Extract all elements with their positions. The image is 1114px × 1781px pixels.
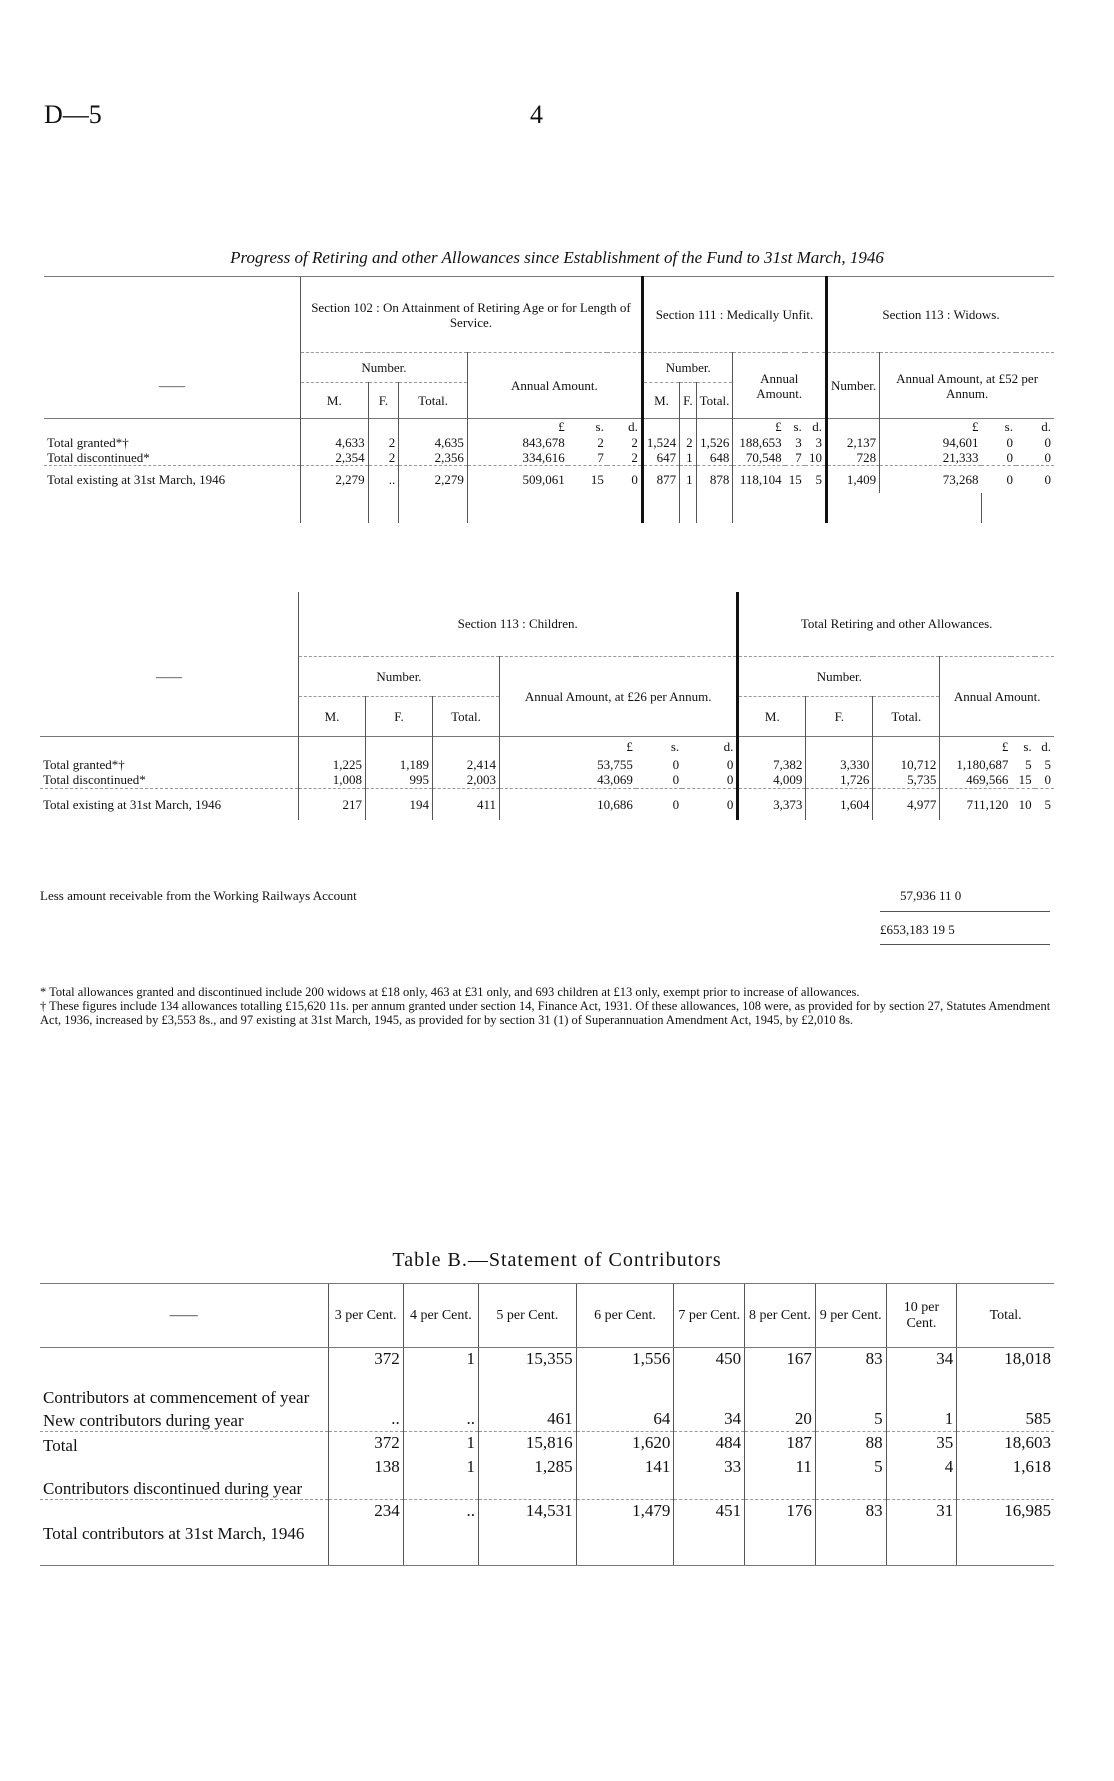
stub-dash: —— <box>159 377 185 393</box>
m-header: M. <box>301 383 369 419</box>
sec111-cell: 5 <box>805 465 827 493</box>
children-cell: 0 <box>682 788 738 820</box>
row-label: Total discontinued* <box>47 449 150 465</box>
value-cell: 35 <box>886 1432 957 1456</box>
row-label: Total existing at 31st March, 1946 <box>44 465 301 493</box>
total-header: Total. <box>696 383 733 419</box>
value-cell: 20 <box>745 1408 816 1432</box>
total-cell: 469,566 <box>940 772 1012 788</box>
total-cell: 5 <box>1025 756 1032 772</box>
footnotes <box>40 985 1054 1027</box>
header-10pc: 10 per Cent. <box>886 1284 957 1348</box>
page-code: D—5 <box>44 100 102 129</box>
value-cell: 88 <box>815 1432 886 1456</box>
value-cell: 5 <box>815 1408 886 1432</box>
value-cell: 484 <box>674 1432 745 1456</box>
d-unit: d. <box>1035 736 1054 756</box>
s-unit: s. <box>785 419 805 435</box>
m-header: M. <box>299 696 366 736</box>
sec111-cell: 3 <box>795 434 802 450</box>
sec111-cell: 1 <box>680 450 696 466</box>
value-cell: 372 <box>328 1348 403 1408</box>
sec102-cell: 2,354 <box>301 450 369 466</box>
sec113-cell: 728 <box>827 450 880 466</box>
value-cell: 176 <box>745 1500 816 1544</box>
table-row <box>44 465 1054 493</box>
s-unit: s. <box>1011 736 1034 756</box>
header-4pc: 4 per Cent. <box>403 1284 478 1348</box>
total-cell: 5,735 <box>873 772 940 788</box>
children-cell: 217 <box>299 788 366 820</box>
value-cell: 1 <box>403 1432 478 1456</box>
row-label: Total <box>40 1432 328 1456</box>
sec113-cell: 0 <box>1044 449 1051 465</box>
less-amount: 57,936 11 0 <box>900 888 962 903</box>
row-label: Total granted*† <box>47 434 129 450</box>
sec111-cell: 2 <box>680 435 696 450</box>
total-cell: 5 <box>1035 788 1054 820</box>
less-label: Less amount receivable from the Working Railways Account <box>40 888 357 903</box>
row-label: Contributors discontinued during year <box>43 1479 303 1498</box>
children-cell: 10,686 <box>500 788 636 820</box>
rule <box>880 911 1050 912</box>
table-row <box>44 435 1054 450</box>
value-cell: 1,285 <box>478 1456 576 1500</box>
value-cell: 138 <box>328 1456 403 1500</box>
sec102-cell: 15 <box>568 465 607 493</box>
sec113-cell: 0 <box>1016 465 1054 493</box>
value-cell: 187 <box>745 1432 816 1456</box>
sec102-cell: 2 <box>631 434 638 450</box>
row-label: Total granted*† <box>43 756 125 772</box>
value-cell: 141 <box>576 1456 674 1500</box>
sec111-cell: 1,524 <box>642 435 679 450</box>
allowances-table-2 <box>40 592 1054 820</box>
s-unit: s. <box>981 419 1015 435</box>
value-cell: 31 <box>886 1500 957 1544</box>
total-cell: 7,382 <box>738 756 806 772</box>
value-cell: 372 <box>328 1432 403 1456</box>
children-cell: 0 <box>672 772 680 788</box>
children-cell: 0 <box>726 772 734 788</box>
value-cell: 585 <box>957 1408 1054 1432</box>
table-b-title: Table B.—Statement of Contributors <box>392 1249 722 1271</box>
amount-header-111: Annual Amount. <box>733 353 827 419</box>
stub-dash: —— <box>156 668 182 684</box>
num-ber-header: Number. <box>827 353 880 419</box>
s-unit: s. <box>636 736 682 756</box>
table-row <box>40 1432 1054 1456</box>
sec111-cell: 647 <box>642 450 679 466</box>
total-cell: 10,712 <box>873 756 940 772</box>
header-total: Total. <box>957 1284 1054 1348</box>
sec102-cell: 2,356 <box>399 450 468 466</box>
header-7pc: 7 per Cent. <box>674 1284 745 1348</box>
value-cell: 83 <box>815 1348 886 1408</box>
sec111-cell: 7 <box>795 449 802 465</box>
sec113w-header: Section 113 : Widows. <box>827 277 1054 353</box>
total-cell: 1,180,687 <box>940 756 1012 772</box>
row-label: Contributors at commencement of year <box>43 1387 310 1407</box>
children-cell: 995 <box>366 772 433 788</box>
value-cell: 1,618 <box>957 1456 1054 1500</box>
row-label: New contributors during year <box>43 1411 244 1430</box>
value-cell: 234 <box>328 1500 403 1544</box>
allowances-title: Progress of Retiring and other Allowances since Establishment of the Fund to 31st March, 1946 <box>230 248 884 267</box>
footnote-2: † These figures include 134 allowances totalling £15,620 11s. per annum granted under section 14, Finance Act, 1931. Of these allowances, 108 were, as provided for by section 27, Statutes Amendment Act, 1936, increased by £3,553 8s., and 97 existing at 31st March, 1945, as provided for by section 31 (1) of Superannuation Amendment Act, 1945, by £2,010 8s. <box>40 999 1051 1027</box>
total-ret-header: Total Retiring and other Allowances. <box>738 592 1054 656</box>
sec111-header: Section 111 : Medically Unfit. <box>642 277 826 353</box>
sec111-cell: 15 <box>785 465 805 493</box>
widows-amount-header: Annual Amount, at £52 per Annum. <box>880 353 1054 419</box>
total-cell: 3,330 <box>806 756 873 772</box>
children-amount-header: Annual Amount, at £26 per Annum. <box>500 656 738 736</box>
net-total: £653,183 19 5 <box>880 922 955 937</box>
total-cell: 10 <box>1011 788 1034 820</box>
value-cell: 450 <box>674 1348 745 1408</box>
total-cell: 1,604 <box>806 788 873 820</box>
total-cell: 4,977 <box>873 788 940 820</box>
value-cell: .. <box>328 1408 403 1432</box>
total-cell: 1,726 <box>806 772 873 788</box>
value-cell: 1,479 <box>576 1500 674 1544</box>
d-unit: d. <box>1016 419 1054 435</box>
sec102-header: Section 102 : On Attainment of Retiring Age or for Length of Service. <box>301 277 643 353</box>
d-unit: d. <box>607 419 643 435</box>
sec111-cell: 70,548 <box>733 450 785 466</box>
children-cell: 411 <box>433 788 500 820</box>
table-row <box>40 1348 1054 1408</box>
row-label: Total existing at 31st March, 1946 <box>40 788 299 820</box>
sec102-cell: 843,678 <box>467 435 567 450</box>
sec111-cell: 1,526 <box>696 435 733 450</box>
s-unit: s. <box>568 419 607 435</box>
value-cell: 1,620 <box>576 1432 674 1456</box>
sec102-cell: 2 <box>368 435 399 450</box>
sec102-cell: 4,635 <box>399 435 468 450</box>
pound-unit: £ <box>733 419 785 435</box>
sec111-cell: 648 <box>696 450 733 466</box>
total-cell: 3,373 <box>738 788 806 820</box>
table-row <box>40 1500 1054 1544</box>
rule <box>880 944 1050 945</box>
total-header: Total. <box>433 696 500 736</box>
footnote-1: * Total allowances granted and discontinued include 200 widows at £18 only, 463 at £31 only, and 693 children at £13 only, exempt prior to increase of allowances. <box>40 985 860 999</box>
d-unit: d. <box>805 419 827 435</box>
number-header-tot: Number. <box>738 656 940 696</box>
table-row <box>40 788 1054 820</box>
children-cell: 53,755 <box>500 756 636 772</box>
sec102-cell: 4,633 <box>301 435 369 450</box>
sec113-cell: 21,333 <box>880 450 982 466</box>
sec111-cell: 878 <box>696 465 733 493</box>
sec102-cell: 2,279 <box>399 465 468 493</box>
value-cell: 34 <box>886 1348 957 1408</box>
f-header: F. <box>680 383 696 419</box>
total-cell: 711,120 <box>940 788 1012 820</box>
value-cell: 461 <box>478 1408 576 1432</box>
total-header: Total. <box>399 383 468 419</box>
value-cell: 34 <box>674 1408 745 1432</box>
table-row <box>44 450 1054 466</box>
total-cell: 15 <box>1018 772 1032 788</box>
children-cell: 194 <box>366 788 433 820</box>
value-cell: 14,531 <box>478 1500 576 1544</box>
sec102-cell: 2 <box>597 434 604 450</box>
total-cell: 5 <box>1044 756 1051 772</box>
value-cell: 451 <box>674 1500 745 1544</box>
sec113-cell: 0 <box>1006 434 1013 450</box>
header-8pc: 8 per Cent. <box>745 1284 816 1348</box>
m-header: M. <box>642 383 679 419</box>
sec111-cell: 877 <box>642 465 679 493</box>
header-9pc: 9 per Cent. <box>815 1284 886 1348</box>
value-cell: 64 <box>576 1408 674 1432</box>
children-cell: 1,008 <box>299 772 366 788</box>
children-cell: 43,069 <box>500 772 636 788</box>
header-6pc: 6 per Cent. <box>576 1284 674 1348</box>
d-unit: d. <box>682 736 738 756</box>
amount-header-102: Annual Amount. <box>467 353 642 419</box>
children-cell: 2,414 <box>433 756 500 772</box>
m-header: M. <box>738 696 806 736</box>
header-5pc: 5 per Cent. <box>478 1284 576 1348</box>
sec113-cell: 0 <box>1044 434 1051 450</box>
f-header: F. <box>366 696 433 736</box>
value-cell: 1,556 <box>576 1348 674 1408</box>
total-header: Total. <box>873 696 940 736</box>
sec111-cell: 1 <box>680 465 696 493</box>
total-cell: 4,009 <box>738 772 806 788</box>
table-b <box>40 1283 1054 1566</box>
sec102-cell: .. <box>368 465 399 493</box>
children-cell: 0 <box>726 756 734 772</box>
sec111-cell: 3 <box>815 434 823 450</box>
f-header: F. <box>368 383 399 419</box>
value-cell: 11 <box>745 1456 816 1500</box>
children-cell: 0 <box>672 756 680 772</box>
sec113-cell: 73,268 <box>880 465 982 493</box>
value-cell: 83 <box>815 1500 886 1544</box>
sec111-cell: 118,104 <box>733 465 785 493</box>
pound-unit: £ <box>880 419 982 435</box>
allowances-table-1 <box>44 276 1054 523</box>
value-cell: 1 <box>403 1456 478 1500</box>
sec102-cell: 2 <box>631 449 638 465</box>
sec102-cell: 334,616 <box>467 450 567 466</box>
sec102-cell: 2,279 <box>301 465 369 493</box>
total-cell: 0 <box>1044 772 1051 788</box>
value-cell: 167 <box>745 1348 816 1408</box>
value-cell: 15,355 <box>478 1348 576 1408</box>
pound-unit: £ <box>467 419 567 435</box>
header-3pc: 3 per Cent. <box>328 1284 403 1348</box>
pound-unit: £ <box>940 736 1012 756</box>
table-row <box>40 772 1054 788</box>
table-row <box>40 1456 1054 1500</box>
children-cell: 1,225 <box>299 756 366 772</box>
total-amount-header: Annual Amount. <box>940 656 1054 736</box>
page-number: 4 <box>530 100 543 129</box>
value-cell: .. <box>403 1408 478 1432</box>
value-cell: 33 <box>674 1456 745 1500</box>
pound-unit: £ <box>500 736 636 756</box>
value-cell: 4 <box>886 1456 957 1500</box>
value-cell: 18,603 <box>957 1432 1054 1456</box>
value-cell: 18,018 <box>957 1348 1054 1408</box>
value-cell: 5 <box>815 1456 886 1500</box>
children-cell: 1,189 <box>366 756 433 772</box>
sec113-cell: 0 <box>1006 449 1013 465</box>
table-row <box>40 756 1054 772</box>
sec113-cell: 2,137 <box>827 435 880 450</box>
children-cell: 2,003 <box>433 772 500 788</box>
sec113-cell: 0 <box>981 465 1015 493</box>
sec102-cell: 2 <box>368 450 399 466</box>
stub-dash: —— <box>40 1284 328 1348</box>
sec102-cell: 509,061 <box>467 465 567 493</box>
sec111-cell: 188,653 <box>733 435 785 450</box>
sec111-cell: 10 <box>809 449 823 465</box>
number-header-111: Number. <box>642 353 732 383</box>
sec113-cell: 1,409 <box>827 465 880 493</box>
number-header-ch: Number. <box>299 656 500 696</box>
value-cell: 1 <box>403 1348 478 1408</box>
sec102-cell: 0 <box>607 465 643 493</box>
table-row <box>40 1408 1054 1432</box>
children-cell: 0 <box>636 788 682 820</box>
sec113-cell: 94,601 <box>880 435 982 450</box>
sec113c-header: Section 113 : Children. <box>299 592 738 656</box>
sec102-cell: 7 <box>597 449 604 465</box>
row-label: Total contributors at 31st March, 1946 <box>40 1500 328 1544</box>
value-cell: 1 <box>886 1408 957 1432</box>
row-label: Total discontinued* <box>43 772 146 788</box>
f-header: F. <box>806 696 873 736</box>
number-header-102: Number. <box>301 353 468 383</box>
value-cell: .. <box>403 1500 478 1544</box>
value-cell: 16,985 <box>957 1500 1054 1544</box>
value-cell: 15,816 <box>478 1432 576 1456</box>
